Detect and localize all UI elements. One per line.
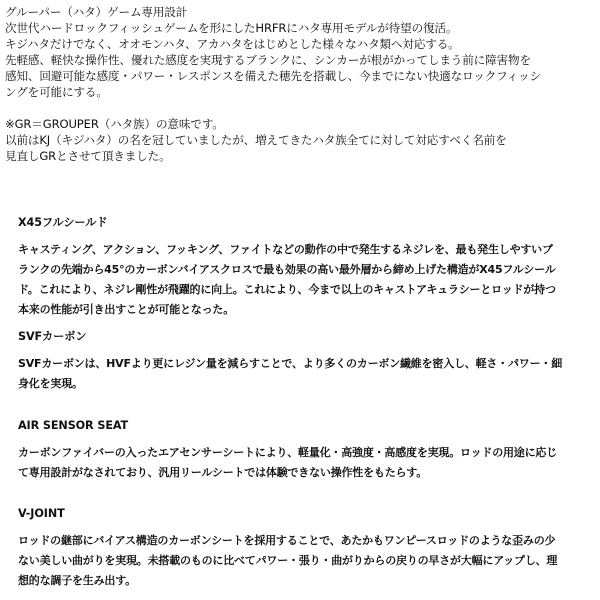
intro-title: グルーパー（ハタ）ゲーム専用設計 <box>5 5 188 19</box>
section-heading: AIR SENSOR SEAT <box>18 419 129 432</box>
section-heading: SVFカーボン <box>18 330 87 343</box>
section-air-sensor-seat <box>18 419 580 483</box>
section-body: カーボンファイバーの入ったエアセンサーシートにより、軽量化・高強度・高感度を実現。ロッドの用途に応じ て専用設計がなされており、汎用リールシートでは体験できない操作性をもたらす。 <box>18 446 558 479</box>
section-body: ロッドの継部にバイアス構造のカーボンシートを採用することで、あたかもワンピースロッドのような歪みの少 ない美しい曲がりを実現。未搭載のものに比べてパワー・張り・曲がりからの戻りの早さが大幅にアップし、理 想的な調子を生み出す。 <box>18 534 558 587</box>
intro-block <box>5 4 597 164</box>
section-svf-carbon <box>18 330 580 394</box>
section-x45-full-shield <box>18 216 580 320</box>
section-v-joint <box>18 507 580 591</box>
intro-paragraph: 次世代ハードロックフィッシュゲームを形にしたHRFRにハタ専用モデルが待望の復活。 キジハタだけでなく、オオモンハタ、アカハタをはじめとした様々なハタ類へ対応する。 先軽感、軽快な操作性、優れた感度を実現するブランクに、シンカーが根がかってしまう前に障害物を 感知、回避可能な感度・パワー・レスポンスを備えた穂先を搭載し、今までにない快適なロックフィッシ ングを可能にする。 <box>5 21 542 99</box>
section-heading: V-JOINT <box>18 507 65 520</box>
section-heading: X45フルシールド <box>18 216 108 229</box>
section-body: キャスティング、アクション、フッキング、ファイトなどの動作の中で発生するネジレを、最も発生しやすいブ ランクの先端から45°のカーボンバイアスクロスで最も効果の高い最外層から締め上げた構造がX45フルシール ド。これにより、ネジレ剛性が飛躍的に向上。これにより、今まで以上のキャストアキュラシーとロッドが持つ 本来の性能が引き出すことが可能となった。 <box>18 243 556 316</box>
intro-note: ※GR＝GROUPER（ハタ族）の意味です。 以前はKJ（キジハタ）の名を冠していましたが、増えてきたハタ族全てに対して対応すべく名前を 見直しGRとさせて頂きました。 <box>5 117 507 163</box>
paragraph-spacer <box>5 100 597 116</box>
section-body: SVFカーボンは、HVFより更にレジン量を減らすことで、より多くのカーボン繊維を密入し、軽さ・パワー・細 身化を実現。 <box>18 357 563 390</box>
